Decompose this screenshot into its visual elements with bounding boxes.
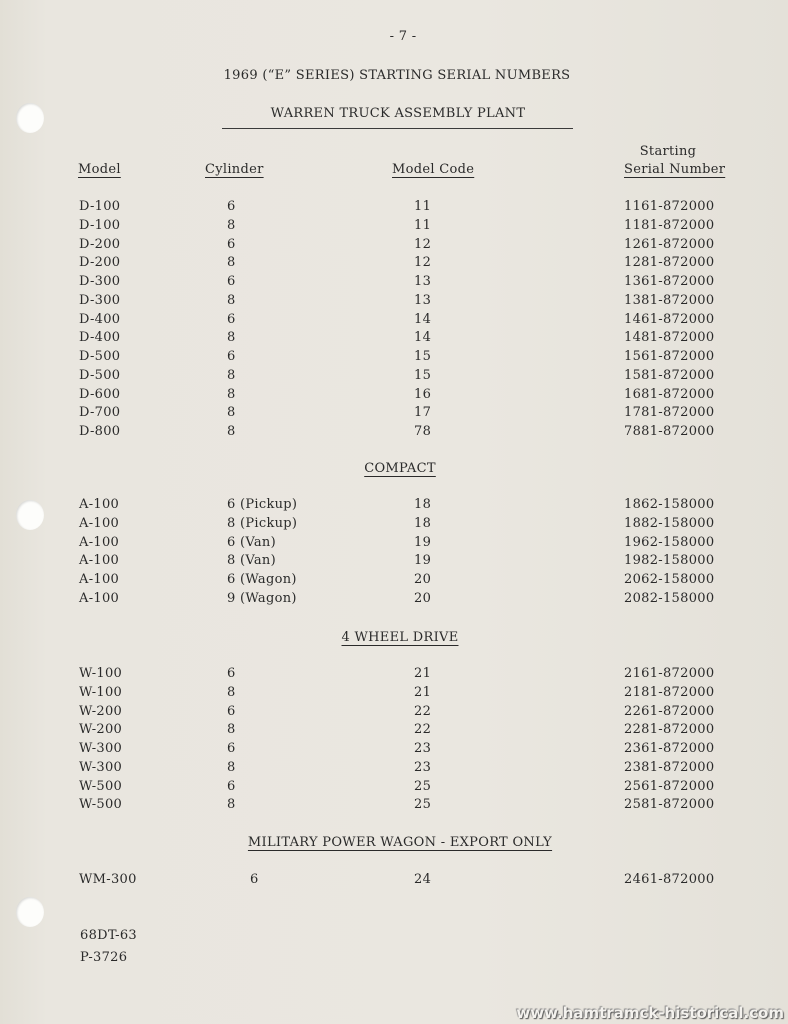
serial-number-cell: 1161-872000 bbox=[624, 199, 715, 214]
table-row bbox=[0, 760, 788, 779]
model-cell: D-200 bbox=[79, 236, 121, 252]
table-row bbox=[0, 387, 788, 406]
serial-number-cell: 1361-872000 bbox=[624, 274, 715, 289]
model-code-cell: 14 bbox=[414, 311, 432, 327]
table-row bbox=[0, 312, 788, 331]
binder-hole bbox=[16, 897, 44, 927]
model-cell: W-100 bbox=[79, 684, 123, 700]
table-row bbox=[0, 516, 788, 535]
model-code-cell: 15 bbox=[414, 367, 432, 383]
table-row bbox=[0, 535, 788, 554]
cylinder-cell: 8 bbox=[227, 330, 236, 346]
model-code-cell: 20 bbox=[414, 572, 432, 587]
serial-number-cell: 2261-872000 bbox=[624, 703, 715, 719]
cylinder-cell: 8 bbox=[227, 367, 236, 383]
model-cell: D-500 bbox=[79, 349, 121, 364]
serial-number-cell: 2181-872000 bbox=[624, 684, 715, 700]
model-cell: D-200 bbox=[79, 255, 121, 271]
model-cell: D-700 bbox=[79, 405, 121, 421]
cylinder-cell: 8 bbox=[227, 386, 236, 402]
table-row bbox=[0, 797, 788, 816]
table-row bbox=[0, 591, 788, 610]
model-cell: W-300 bbox=[79, 741, 123, 756]
serial-number-cell: 1681-872000 bbox=[624, 386, 715, 402]
cylinder-cell: 8 bbox=[227, 797, 236, 813]
cylinder-cell: 6 bbox=[227, 274, 236, 289]
serial-number-cell: 1781-872000 bbox=[624, 405, 715, 421]
cylinder-cell: 8 bbox=[227, 684, 236, 700]
model-code-cell: 19 bbox=[414, 553, 432, 569]
model-code-cell: 24 bbox=[414, 872, 432, 887]
table-row bbox=[0, 553, 788, 572]
footer-code-1: 68DT-63 bbox=[80, 928, 137, 943]
serial-number-cell: 1561-872000 bbox=[624, 349, 715, 364]
model-code-cell: 25 bbox=[414, 797, 432, 813]
model-cell: D-800 bbox=[79, 424, 121, 439]
model-code-cell: 13 bbox=[414, 274, 432, 289]
serial-number-cell: 2062-158000 bbox=[624, 572, 715, 587]
cylinder-cell: 6 bbox=[227, 349, 236, 364]
table-row bbox=[0, 666, 788, 685]
model-cell: D-300 bbox=[79, 292, 121, 308]
model-cell: A-100 bbox=[79, 497, 120, 512]
model-code-cell: 18 bbox=[414, 515, 432, 531]
model-cell: W-100 bbox=[79, 666, 123, 681]
model-code-cell: 22 bbox=[414, 703, 432, 719]
header-model-code: Model Code bbox=[392, 162, 475, 177]
serial-number-cell: 2381-872000 bbox=[624, 759, 715, 775]
cylinder-cell: 8 bbox=[227, 722, 236, 738]
model-cell: W-200 bbox=[79, 722, 123, 738]
model-code-cell: 19 bbox=[414, 534, 432, 550]
serial-number-cell: 1581-872000 bbox=[624, 367, 715, 383]
model-code-cell: 21 bbox=[414, 666, 432, 681]
table-row bbox=[0, 779, 788, 798]
model-cell: WM-300 bbox=[79, 872, 137, 887]
table-row bbox=[0, 722, 788, 741]
model-code-cell: 15 bbox=[414, 349, 432, 364]
footer-code-2: P-3726 bbox=[80, 950, 128, 965]
table-row bbox=[0, 368, 788, 387]
model-code-cell: 11 bbox=[414, 199, 432, 214]
table-row bbox=[0, 199, 788, 218]
cylinder-cell: 6 bbox=[250, 872, 259, 887]
model-cell: A-100 bbox=[79, 590, 120, 606]
serial-number-cell: 1261-872000 bbox=[624, 236, 715, 252]
cylinder-cell: 6 bbox=[227, 741, 236, 756]
table-row bbox=[0, 872, 788, 891]
model-code-cell: 25 bbox=[414, 778, 432, 794]
cylinder-cell: 6 (Van) bbox=[227, 534, 276, 550]
plant-subtitle: WARREN TRUCK ASSEMBLY PLANT bbox=[270, 106, 526, 121]
model-code-cell: 78 bbox=[414, 424, 432, 439]
binder-hole bbox=[16, 103, 44, 133]
serial-number-cell: 1381-872000 bbox=[624, 292, 715, 308]
cylinder-cell: 8 bbox=[227, 292, 236, 308]
model-code-cell: 21 bbox=[414, 684, 432, 700]
model-code-cell: 18 bbox=[414, 497, 432, 512]
serial-number-cell: 2461-872000 bbox=[624, 872, 715, 887]
serial-number-cell: 2361-872000 bbox=[624, 741, 715, 756]
table-row bbox=[0, 685, 788, 704]
serial-number-cell: 2082-158000 bbox=[624, 590, 715, 606]
cylinder-cell: 6 (Wagon) bbox=[227, 572, 297, 587]
serial-number-cell: 1882-158000 bbox=[624, 515, 715, 531]
serial-number-cell: 1181-872000 bbox=[624, 217, 715, 233]
cylinder-cell: 8 (Van) bbox=[227, 553, 276, 569]
cylinder-cell: 8 bbox=[227, 255, 236, 271]
model-cell: A-100 bbox=[79, 515, 120, 531]
model-cell: D-500 bbox=[79, 367, 121, 383]
table-row bbox=[0, 704, 788, 723]
subtitle-rule bbox=[222, 128, 573, 129]
page-title: 1969 (“E” SERIES) STARTING SERIAL NUMBERS bbox=[223, 68, 571, 83]
model-code-cell: 22 bbox=[414, 722, 432, 738]
table-row bbox=[0, 572, 788, 591]
cylinder-cell: 8 (Pickup) bbox=[227, 515, 298, 531]
serial-number-cell: 1481-872000 bbox=[624, 330, 715, 346]
header-starting: Starting bbox=[639, 144, 697, 159]
cylinder-cell: 6 bbox=[227, 666, 236, 681]
header-model: Model bbox=[78, 162, 121, 177]
model-cell: A-100 bbox=[79, 572, 120, 587]
cylinder-cell: 6 bbox=[227, 311, 236, 327]
model-cell: W-500 bbox=[79, 797, 123, 813]
cylinder-cell: 8 bbox=[227, 405, 236, 421]
table-row bbox=[0, 405, 788, 424]
serial-number-cell: 2281-872000 bbox=[624, 722, 715, 738]
model-code-cell: 23 bbox=[414, 741, 432, 756]
model-code-cell: 12 bbox=[414, 255, 432, 271]
model-cell: D-600 bbox=[79, 386, 121, 402]
model-code-cell: 23 bbox=[414, 759, 432, 775]
model-cell: D-300 bbox=[79, 274, 121, 289]
cylinder-cell: 8 bbox=[227, 424, 236, 439]
model-code-cell: 13 bbox=[414, 292, 432, 308]
table-row bbox=[0, 497, 788, 516]
cylinder-cell: 6 (Pickup) bbox=[227, 497, 298, 512]
table-row bbox=[0, 741, 788, 760]
section-heading: MILITARY POWER WAGON - EXPORT ONLY bbox=[247, 835, 553, 850]
serial-number-cell: 1982-158000 bbox=[624, 553, 715, 569]
table-row bbox=[0, 274, 788, 293]
serial-number-cell: 2561-872000 bbox=[624, 778, 715, 794]
model-cell: A-100 bbox=[79, 553, 120, 569]
header-cylinder: Cylinder bbox=[205, 162, 264, 177]
serial-number-cell: 1962-158000 bbox=[624, 534, 715, 550]
model-code-cell: 20 bbox=[414, 590, 432, 606]
serial-number-cell: 1461-872000 bbox=[624, 311, 715, 327]
table-row bbox=[0, 424, 788, 443]
model-cell: W-300 bbox=[79, 759, 123, 775]
model-code-cell: 16 bbox=[414, 386, 432, 402]
table-row bbox=[0, 293, 788, 312]
model-cell: D-400 bbox=[79, 311, 121, 327]
page-number: - 7 - bbox=[389, 29, 417, 44]
model-cell: W-500 bbox=[79, 778, 123, 794]
model-code-cell: 12 bbox=[414, 236, 432, 252]
cylinder-cell: 6 bbox=[227, 778, 236, 794]
cylinder-cell: 8 bbox=[227, 759, 236, 775]
section-heading: COMPACT bbox=[364, 461, 436, 476]
cylinder-cell: 6 bbox=[227, 236, 236, 252]
table-row bbox=[0, 349, 788, 368]
serial-number-cell: 1281-872000 bbox=[624, 255, 715, 271]
serial-number-cell: 7881-872000 bbox=[624, 424, 715, 439]
model-code-cell: 11 bbox=[414, 217, 432, 233]
model-cell: D-100 bbox=[79, 217, 121, 233]
table-row bbox=[0, 330, 788, 349]
cylinder-cell: 9 (Wagon) bbox=[227, 590, 297, 606]
table-row bbox=[0, 255, 788, 274]
model-cell: A-100 bbox=[79, 534, 120, 550]
model-cell: W-200 bbox=[79, 703, 123, 719]
model-code-cell: 14 bbox=[414, 330, 432, 346]
table-row bbox=[0, 218, 788, 237]
serial-number-cell: 1862-158000 bbox=[624, 497, 715, 512]
cylinder-cell: 8 bbox=[227, 217, 236, 233]
cylinder-cell: 6 bbox=[227, 703, 236, 719]
watermark: www.hamtramck-historical.com bbox=[516, 1004, 784, 1022]
serial-number-cell: 2581-872000 bbox=[624, 797, 715, 813]
header-serial-number: Serial Number bbox=[624, 162, 726, 177]
section-heading: 4 WHEEL DRIVE bbox=[341, 630, 459, 645]
table-row bbox=[0, 237, 788, 256]
model-cell: D-100 bbox=[79, 199, 121, 214]
model-code-cell: 17 bbox=[414, 405, 432, 421]
model-cell: D-400 bbox=[79, 330, 121, 346]
cylinder-cell: 6 bbox=[227, 199, 236, 214]
serial-number-cell: 2161-872000 bbox=[624, 666, 715, 681]
